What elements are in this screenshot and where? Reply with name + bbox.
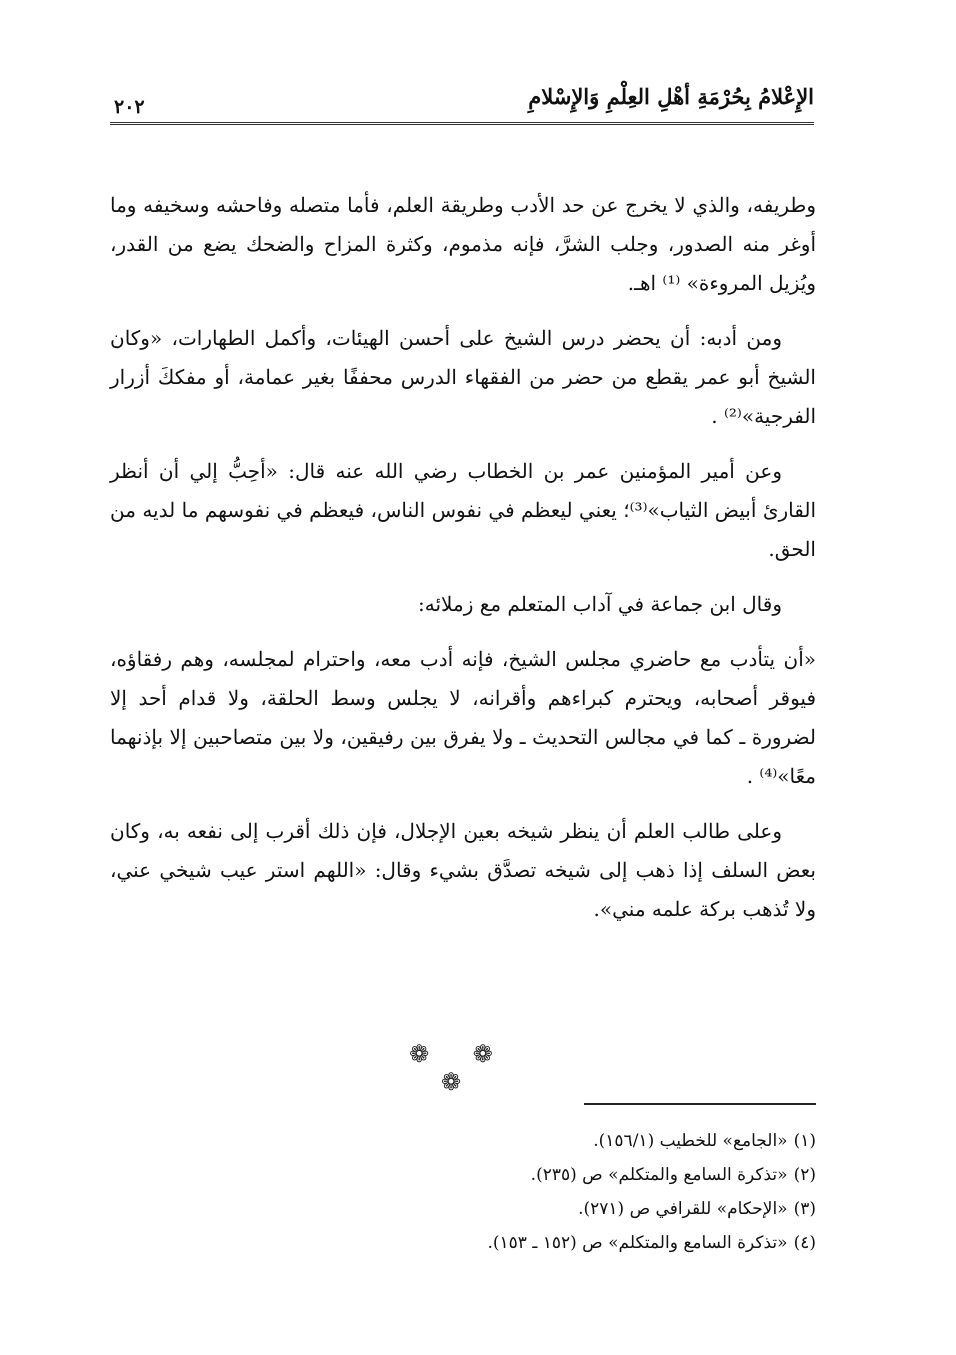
paragraph: وعن أمير المؤمنين عمر بن الخطاب رضي الله عنه قال: «أحِبُّ إلي أن أنظر القارئ أبيض الثياب»⁽³⁾؛ يعني ليعظم في نفوس الناس، فيعظم في نفوسهم ما لديه من الحق. — [110, 459, 817, 561]
page-number: ٢٠٢ — [114, 96, 145, 118]
footnote-item — [300, 1226, 816, 1260]
footnote-text: «الجامع» للخطيب (١٥٦/١). — [593, 1131, 788, 1151]
footnote-number: (٤) — [793, 1233, 816, 1253]
page-header — [110, 84, 814, 124]
footnotes — [300, 1124, 816, 1260]
main-text — [110, 186, 816, 945]
footnote-number: (٢) — [793, 1165, 816, 1185]
footnote-rule — [584, 1103, 816, 1105]
footnote-item — [300, 1192, 816, 1226]
footnote-number: (١) — [793, 1131, 816, 1151]
footnote-item — [300, 1158, 816, 1192]
paragraph: ومن أدبه: أن يحضر درس الشيخ على أحسن الهيئات، وأكمل الطهارات، «وكان الشيخ أبو عمر يقطع من حضر من الفقهاء الدرس محففًا بغير عمامة، أو مفككَ أزرار الفرجية»⁽²⁾ . — [110, 326, 816, 428]
section-separator-ornament: ❁ ❁ ❁ — [409, 1040, 511, 1096]
footnote-number: (٣) — [793, 1199, 816, 1219]
footnote-item — [300, 1124, 816, 1158]
running-title: الإِعْلامُ بِحُرْمَةِ أهْلِ العِلْمِ وَالإِسْلامِ — [528, 84, 814, 109]
footnote-text: «تذكرة السامع والمتكلم» ص (٢٣٥). — [530, 1165, 788, 1185]
paragraph: وقال ابن جماعة في آداب المتعلم مع زملائه: — [418, 592, 782, 616]
header-rule — [110, 122, 814, 125]
paragraph: وطريفه، والذي لا يخرج عن حد الأدب وطريقة العلم، فأما متصله وفاحشه وسخيفه وما أوغر منه الصدور، وجلب الشرَّ، فإنه مذموم، وكثرة المزاح والضحك يضع من القدر، ويُزيل المروءة» ⁽¹⁾ اهـ. — [110, 193, 816, 295]
footnote-text: «تذكرة السامع والمتكلم» ص (١٥٢ ـ ١٥٣). — [487, 1233, 788, 1253]
paragraph: وعلى طالب العلم أن ينظر شيخه بعين الإجلال، فإن ذلك أقرب إلى نفعه به، وكان بعض السلف إذا ذهب إلى شيخه تصدَّق بشيء وقال: «اللهم استر عيب شيخي عني، ولا تُذهب بركة علمه مني». — [110, 819, 816, 921]
footnote-text: «الإحكام» للقرافي ص (٢٧١). — [578, 1199, 788, 1219]
quote-paragraph: «أن يتأدب مع حاضري مجلس الشيخ، فإنه أدب معه، واحترام لمجلسه، وهم رفقاؤه، فيوقر أصحابه، ويحترم كبراءهم وأقرانه، لا يجلس وسط الحلقة، ولا قدام أحد إلا لضرورة ـ كما في مجالس التحديث ـ ولا يفرق بين رفيقين، ولا بين متصاحبين إلا بإذنهما معًا»⁽⁴⁾ . — [110, 647, 817, 788]
